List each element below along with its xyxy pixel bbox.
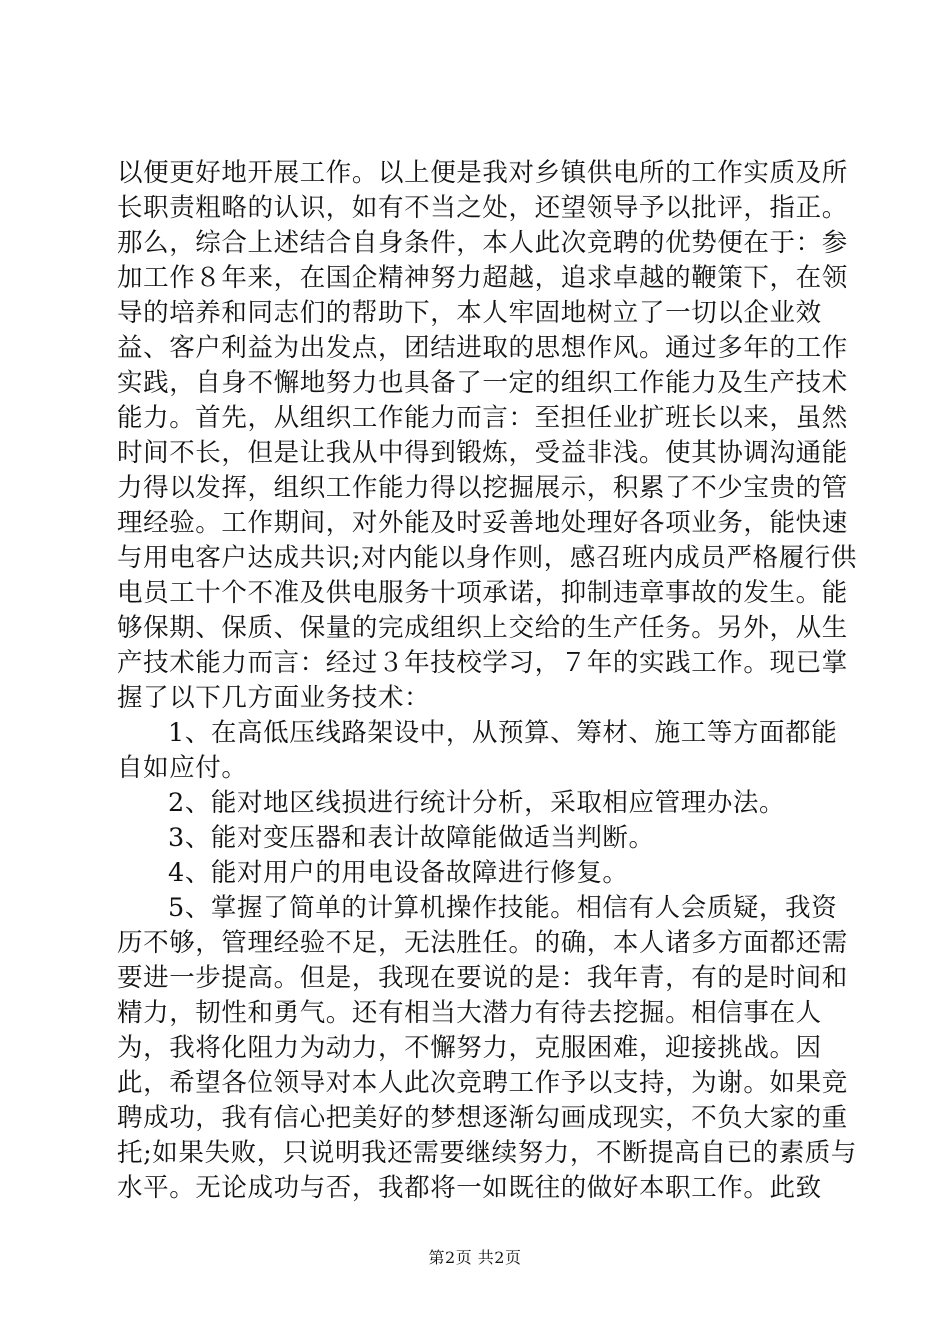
- page-number-footer: 第2页 共2页: [428, 1248, 522, 1267]
- paragraph-main: 以便更好地开展工作。以上便是我对乡镇供电所的工作实质及所长职责粗略的认识，如有不当之处，还望领导予以批评，指正。那么，综合上述结合自身条件，本人此次竞聘的优势便在于：参加工作８年来，在国企精神努力超越，追求卓越的鞭策下，在领导的培养和同志们的帮助下，本人牢固地树立了一切以企业效益、客户利益为出发点，团结进取的思想作风。通过多年的工作实践，自身不懈地努力也具备了一定的组织工作能力及生产技术能力。首先，从组织工作能力而言：至担任业扩班长以来，虽然时间不长，但是让我从中得到锻炼，受益非浅。使其协调沟通能力得以发挥，组织工作能力得以挖掘展示，积累了不少宝贵的管理经验。工作期间，对外能及时妥善地处理好各项业务，能快速与用电客户达成共识;对内能以身作则，感召班内成员严格履行供电员工十个不准及供电服务十项承诺，抑制违章事故的发生。能够保期、保质、保量的完成组织上交给的生产任务。另外，从生产技术能力而言：经过３年技校学习，７年的实践工作。现已掌握了以下几方面业务技术：: [117, 158, 857, 713]
- list-item-5: 5、掌握了简单的计算机操作技能。相信有人会质疑，我资历不够，管理经验不足，无法胜任。的确，本人诸多方面都还需要进一步提高。但是，我现在要说的是：我年青，有的是时间和精力，韧性和勇气。还有相当大潜力有待去挖掘。相信事在人为，我将化阻力为动力，不懈努力，克服困难，迎接挑战。因此，希望各位领导对本人此次竞聘工作予以支持，为谢。如果竞聘成功，我有信心把美好的梦想逐渐勾画成现实，不负大家的重托;如果失败，只说明我还需要继续努力，不断提高自已的素质与水平。无论成功与否，我都将一如既往的做好本职工作。此致: [117, 893, 857, 1203]
- list-item-4: 4、能对用户的用电设备故障进行修复。: [168, 858, 629, 888]
- list-item-2: 2、能对地区线损进行统计分析，采取相应管理办法。: [168, 788, 786, 818]
- document-body: [117, 156, 857, 1206]
- list-item-3: 3、能对变压器和表计故障能做适当判断。: [168, 823, 655, 853]
- list-item-1: 1、在高低压线路架设中，从预算、筹材、施工等方面都能自如应付。: [117, 718, 838, 783]
